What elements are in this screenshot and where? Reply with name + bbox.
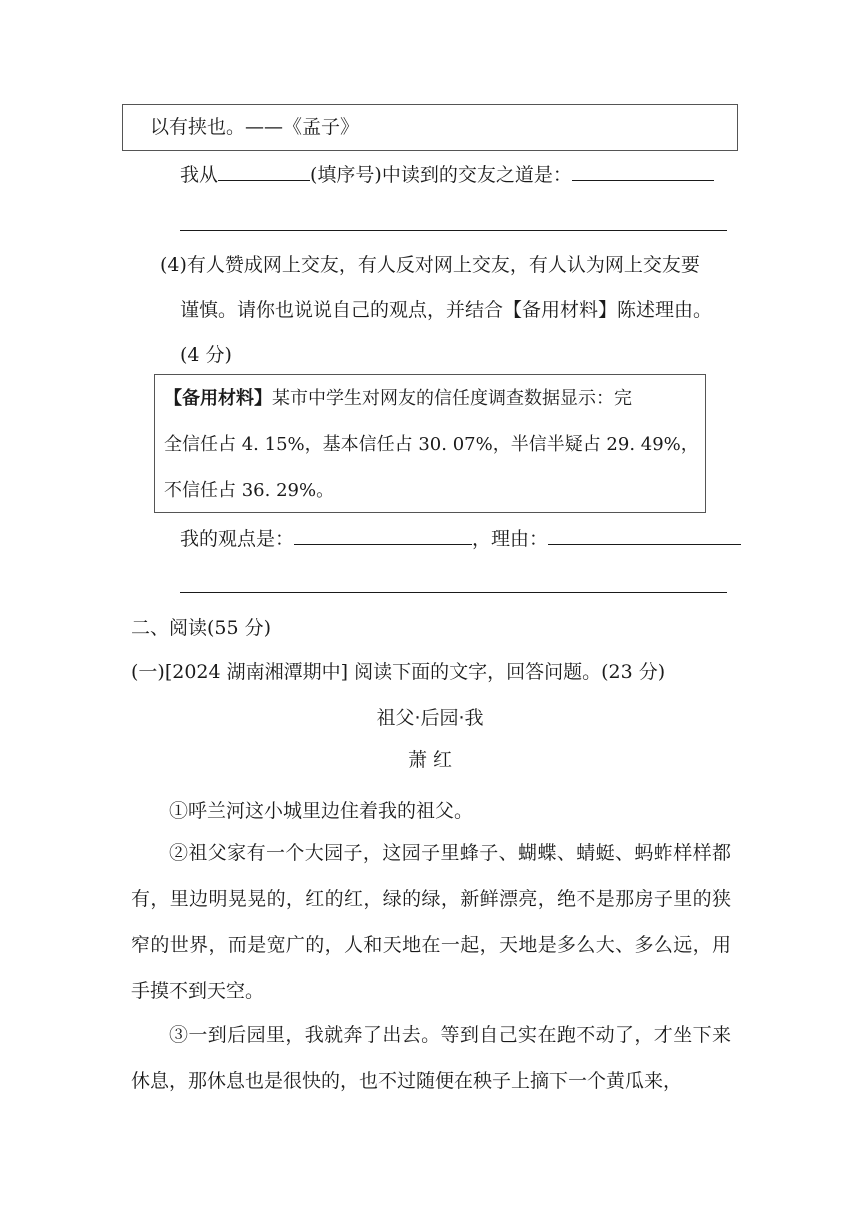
subsection-heading <box>131 658 665 686</box>
article-paragraph-1 <box>131 788 731 834</box>
q3-answer-line <box>180 160 714 189</box>
subsection-score: (23 分) <box>601 661 666 683</box>
q3-paren-text: (填序号)中读到的交友之道是： <box>310 164 572 186</box>
material-line1-text: 某市中学生对网友的信任度调查数据显示：完 <box>272 388 632 409</box>
subsection-prefix: (一)[2024 湖南湘潭期中] <box>131 661 355 683</box>
opinion-blank[interactable] <box>294 524 472 545</box>
paragraph-2-text: ②祖父家有一个大园子，这园子里蜂子、蝴蝶、蜻蜓、蚂蚱样样都有，里边明晃晃的，红的红，绿的绿，新鲜漂亮，绝不是那房子里的狭窄的世界，而是宽广的，人和天地在一起，天地是多么大、多么远，用手摸不到天空。 <box>131 842 731 1002</box>
paragraph-3-text: ③一到后园里，我就奔了出去。等到自己实在跑不动了，才坐下来休息，那休息也是很快的，也不过随便在秧子上摘下一个黄瓜来， <box>131 1024 731 1092</box>
q4-line1: (4)有人赞成网上交友，有人反对网上交友，有人认为网上交友要 <box>160 254 700 276</box>
subsection-instruction: 阅读下面的文字，回答问题。 <box>354 661 602 683</box>
reason-label: ，理由： <box>472 528 549 550</box>
reason-blank-line2[interactable] <box>180 592 727 593</box>
article-title: 祖父·后园·我 <box>376 707 484 729</box>
article-paragraph-2 <box>131 830 731 1014</box>
material-line2: 全信任占 4. 15%，基本信任占 30. 07%，半信半疑占 29. 49%， <box>164 434 699 455</box>
material-label: 【备用材料】 <box>164 388 272 409</box>
article-paragraph-3 <box>131 1012 731 1104</box>
article-author: 萧 红 <box>407 749 453 771</box>
q4-score: (4 分) <box>180 344 232 366</box>
q3-answer-blank[interactable] <box>572 160 714 181</box>
reason-blank[interactable] <box>548 524 741 545</box>
opinion-label: 我的观点是： <box>180 528 295 550</box>
quote-text: 以有挟也。——《孟子》 <box>150 116 360 138</box>
q3-prefix: 我从 <box>180 164 219 186</box>
material-line1 <box>164 385 632 413</box>
q3-answer-blank-line2[interactable] <box>180 230 727 231</box>
material-line3: 不信任占 36. 29%。 <box>164 480 335 501</box>
opinion-answer-line <box>180 524 741 553</box>
q4-line2: 谨慎。请你也说说自己的观点，并结合【备用材料】陈述理由。 <box>180 299 713 321</box>
q3-number-blank[interactable] <box>218 160 310 181</box>
paragraph-1-text: ①呼兰河这小城里边住着我的祖父。 <box>169 800 474 822</box>
section-heading: 二、阅读(55 分) <box>131 617 272 639</box>
